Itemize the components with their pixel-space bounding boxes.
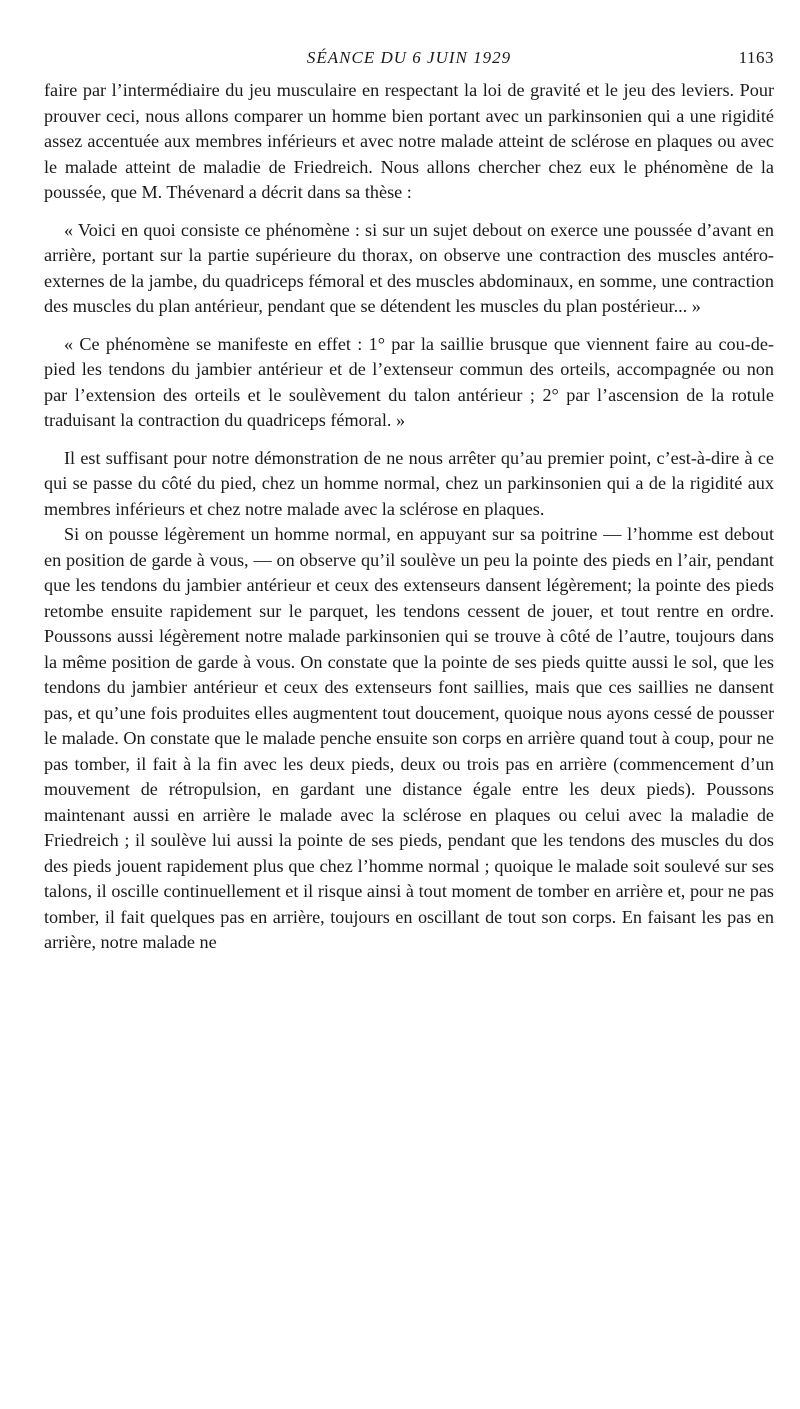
body-text — [44, 78, 774, 956]
paragraph-2-quote: « Voici en quoi consiste ce phénomène : si sur un sujet debout on exerce une poussée d’avant en arrière, portant sur la partie supérieure du thorax, on observe une contraction des muscles antéro-externes de la jambe, du quadriceps fémoral et des muscles abdominaux, en somme, une contraction des muscles du plan antérieur, pendant que se détendent les muscles du plan postérieur... » — [44, 219, 774, 316]
paragraph-5: Si on pousse légèrement un homme normal, en appuyant sur sa poitrine — l’homme est debout en position de garde à vous, — on observe qu’il soulève un peu la pointe des pieds en l’air, pendant que les tendons du jambier antérieur et ceux des extenseurs dansent légèrement; la pointe des pieds retombe ensuite rapidement sur le parquet, les tendons cessent de jouer, et tout rentre en ordre. Poussons aussi légèrement notre malade parkinsonien qui se trouve à côté de l’autre, toujours dans la même position de garde à vous. On constate que la pointe de ses pieds quitte aussi le sol, que les tendons du jambier antérieur et ceux des extenseurs font saillies, mais que ces saillies ne dansent pas, et qu’une fois produites elles augmentent tout doucement, quoique nous ayons cessé de pousser le malade. On constate que le malade penche ensuite son corps en arrière quand tout à coup, pour ne pas tomber, il fait à la fin avec les deux pieds, deux ou trois pas en arrière (commencement d’un mouvement de rétropulsion, en gardant une distance égale entre les deux pieds). Poussons maintenant aussi en arrière le malade avec la sclérose en plaques ou celui avec la maladie de Friedreich ; il soulève lui aussi la pointe de ses pieds, pendant que les tendons des muscles du dos des pieds jouent rapidement plus que chez l’homme normal ; quoique le malade soit soulevé sur ses talons, il oscille continuellement et il risque ainsi à tout moment de tomber en arrière et, pour ne pas tomber, il fait quelques pas en arrière, toujours en oscillant de tout son corps. En faisant les pas en arrière, notre malade ne — [44, 524, 774, 952]
page-number: 1163 — [738, 48, 774, 67]
page-header — [44, 44, 774, 78]
paragraph-3-quote: « Ce phénomène se manifeste en effet : 1° par la saillie brusque que viennent faire au cou-de-pied les tendons du jambier antérieur et de l’extenseur commun des orteils, accompagnée ou non par l’extension des orteils et le soulèvement du talon antérieur ; 2° par l’ascension de la rotule traduisant la contraction du quadriceps fémoral. » — [44, 333, 774, 430]
document-page — [44, 44, 774, 1384]
running-head: SÉANCE DU 6 JUIN 1929 — [306, 48, 512, 67]
paragraph-1: faire par l’intermédiaire du jeu musculaire en respectant la loi de gravité et le jeu des leviers. Pour prouver ceci, nous allons comparer un homme bien portant avec un parkinsonien qui a une rigidité assez accentuée aux membres inférieurs et avec notre malade atteint de sclérose en plaques ou avec le malade atteint de maladie de Friedreich. Nous allons chercher chez eux le phénomène de la poussée, que M. Thévenard a décrit dans sa thèse : — [44, 80, 774, 202]
paragraph-4: Il est suffisant pour notre démonstration de ne nous arrêter qu’au premier point, c’est-à-dire à ce qui se passe du côté du pied, chez un homme normal, chez un parkinsonien qui a de la rigidité aux membres inférieurs et chez notre malade avec la sclérose en plaques. — [44, 447, 774, 519]
